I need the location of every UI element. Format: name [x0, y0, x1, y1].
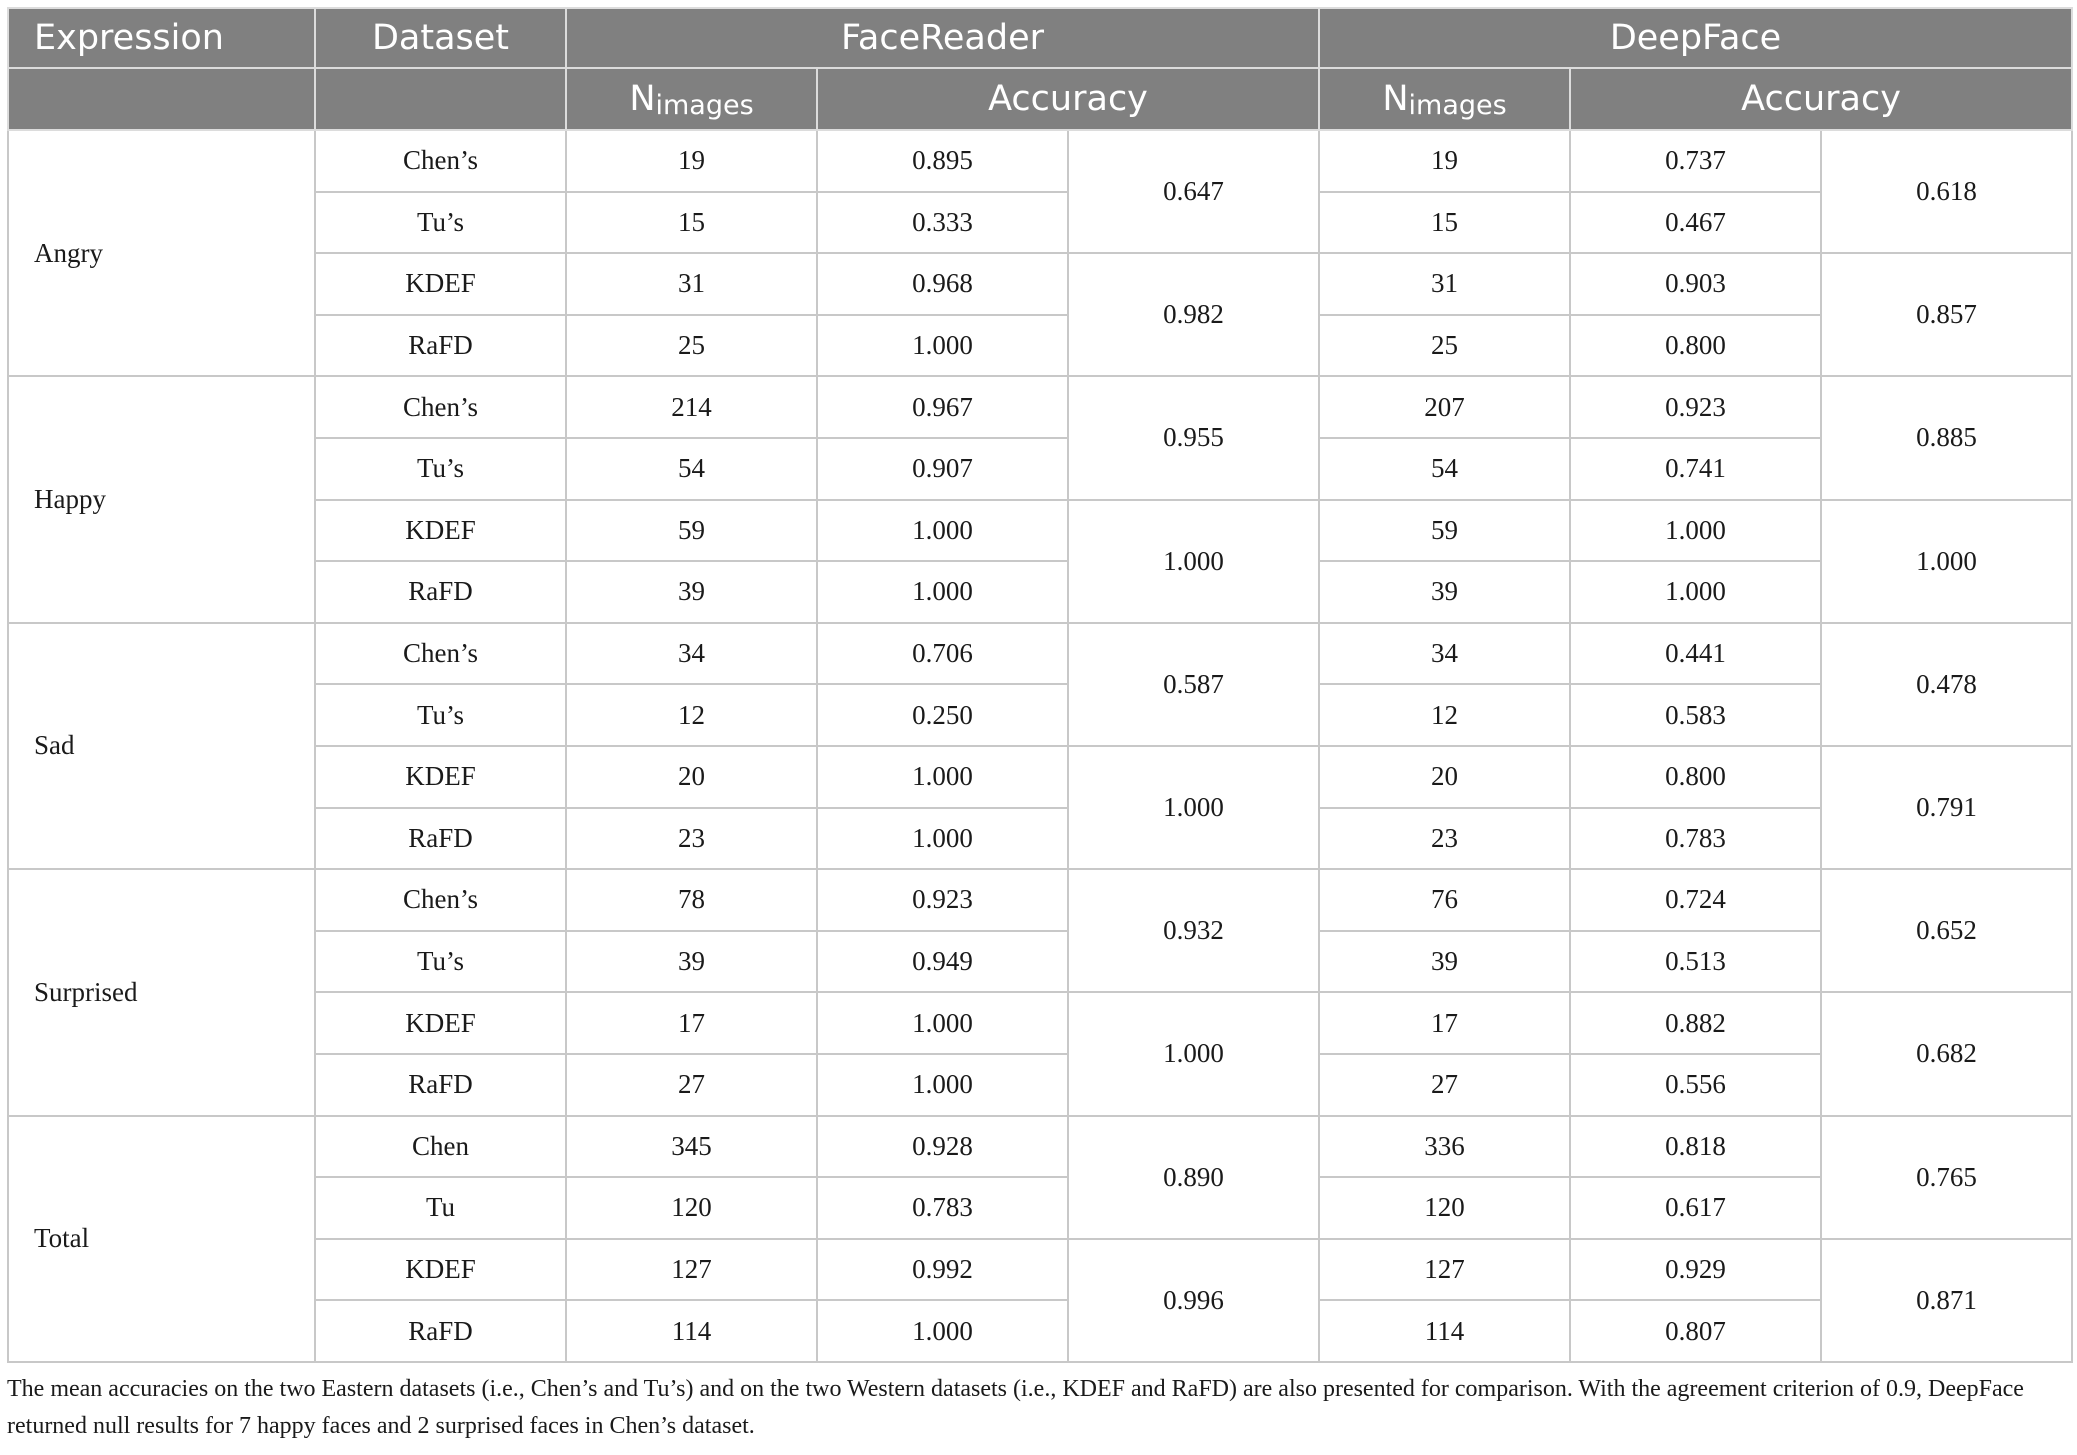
table-header — [8, 8, 2072, 130]
expression-cell: Surprised — [8, 869, 315, 1115]
df-mean-accuracy-cell: 1.000 — [1821, 500, 2072, 623]
fr-nimages-cell: 15 — [566, 192, 817, 254]
header-facereader: FaceReader — [566, 8, 1319, 68]
fr-nimages-cell: 17 — [566, 992, 817, 1054]
table-row — [8, 746, 2072, 808]
df-nimages-cell: 27 — [1319, 1054, 1570, 1116]
df-nimages-cell: 54 — [1319, 438, 1570, 500]
df-nimages-cell: 39 — [1319, 561, 1570, 623]
dataset-cell: RaFD — [315, 1054, 566, 1116]
fr-accuracy-cell: 0.968 — [817, 253, 1068, 315]
fr-mean-accuracy-cell: 0.982 — [1068, 253, 1319, 376]
df-mean-accuracy-cell: 0.478 — [1821, 623, 2072, 746]
header-empty-2 — [315, 68, 566, 130]
df-nimages-cell: 12 — [1319, 684, 1570, 746]
table-row — [8, 561, 2072, 623]
header-fr-nimages — [566, 68, 817, 130]
table-row — [8, 1300, 2072, 1362]
header-empty-1 — [8, 68, 315, 130]
fr-nimages-cell: 39 — [566, 561, 817, 623]
dataset-cell: Chen’s — [315, 130, 566, 192]
fr-accuracy-cell: 1.000 — [817, 500, 1068, 562]
expression-cell: Angry — [8, 130, 315, 376]
n-label: N — [629, 79, 656, 119]
header-df-accuracy: Accuracy — [1570, 68, 2072, 130]
fr-nimages-cell: 214 — [566, 376, 817, 438]
fr-accuracy-cell: 0.907 — [817, 438, 1068, 500]
dataset-cell: KDEF — [315, 992, 566, 1054]
dataset-cell: RaFD — [315, 561, 566, 623]
expression-cell: Happy — [8, 376, 315, 622]
fr-accuracy-cell: 1.000 — [817, 315, 1068, 377]
fr-nimages-cell: 20 — [566, 746, 817, 808]
df-mean-accuracy-cell: 0.885 — [1821, 376, 2072, 499]
df-accuracy-cell: 0.923 — [1570, 376, 1821, 438]
fr-nimages-cell: 78 — [566, 869, 817, 931]
fr-accuracy-cell: 0.928 — [817, 1116, 1068, 1178]
fr-nimages-cell: 23 — [566, 808, 817, 870]
dataset-cell: RaFD — [315, 1300, 566, 1362]
fr-mean-accuracy-cell: 1.000 — [1068, 992, 1319, 1115]
table-row — [8, 315, 2072, 377]
df-accuracy-cell: 1.000 — [1570, 500, 1821, 562]
dataset-cell: Chen’s — [315, 869, 566, 931]
df-mean-accuracy-cell: 0.652 — [1821, 869, 2072, 992]
fr-nimages-cell: 27 — [566, 1054, 817, 1116]
fr-nimages-cell: 34 — [566, 623, 817, 685]
df-accuracy-cell: 0.903 — [1570, 253, 1821, 315]
dataset-cell: Tu’s — [315, 192, 566, 254]
header-df-nimages — [1319, 68, 1570, 130]
fr-mean-accuracy-cell: 0.587 — [1068, 623, 1319, 746]
expression-cell: Total — [8, 1116, 315, 1362]
fr-accuracy-cell: 1.000 — [817, 992, 1068, 1054]
fr-mean-accuracy-cell: 1.000 — [1068, 500, 1319, 623]
table-row — [8, 1054, 2072, 1116]
fr-nimages-cell: 59 — [566, 500, 817, 562]
df-accuracy-cell: 0.737 — [1570, 130, 1821, 192]
fr-accuracy-cell: 0.967 — [817, 376, 1068, 438]
fr-accuracy-cell: 0.949 — [817, 931, 1068, 993]
n-subscript: images — [655, 90, 754, 121]
header-dataset: Dataset — [315, 8, 566, 68]
n-label: N — [1382, 79, 1409, 119]
table-row — [8, 1239, 2072, 1301]
df-accuracy-cell: 0.556 — [1570, 1054, 1821, 1116]
fr-accuracy-cell: 1.000 — [817, 1054, 1068, 1116]
df-nimages-cell: 207 — [1319, 376, 1570, 438]
table-row — [8, 931, 2072, 993]
table-row — [8, 500, 2072, 562]
fr-accuracy-cell: 0.992 — [817, 1239, 1068, 1301]
df-accuracy-cell: 0.818 — [1570, 1116, 1821, 1178]
fr-accuracy-cell: 0.923 — [817, 869, 1068, 931]
fr-accuracy-cell: 0.895 — [817, 130, 1068, 192]
df-accuracy-cell: 0.783 — [1570, 808, 1821, 870]
fr-mean-accuracy-cell: 0.955 — [1068, 376, 1319, 499]
table-row — [8, 1177, 2072, 1239]
df-nimages-cell: 25 — [1319, 315, 1570, 377]
fr-accuracy-cell: 0.250 — [817, 684, 1068, 746]
df-accuracy-cell: 0.882 — [1570, 992, 1821, 1054]
dataset-cell: KDEF — [315, 253, 566, 315]
fr-nimages-cell: 39 — [566, 931, 817, 993]
df-mean-accuracy-cell: 0.682 — [1821, 992, 2072, 1115]
table-body — [8, 130, 2072, 1362]
table-row — [8, 253, 2072, 315]
table-container — [7, 7, 2071, 1363]
df-nimages-cell: 114 — [1319, 1300, 1570, 1362]
df-nimages-cell: 127 — [1319, 1239, 1570, 1301]
table-row — [8, 808, 2072, 870]
dataset-cell: Chen — [315, 1116, 566, 1178]
df-accuracy-cell: 0.513 — [1570, 931, 1821, 993]
df-nimages-cell: 120 — [1319, 1177, 1570, 1239]
n-subscript: images — [1408, 90, 1507, 121]
header-row-2 — [8, 68, 2072, 130]
dataset-cell: Tu — [315, 1177, 566, 1239]
fr-nimages-cell: 114 — [566, 1300, 817, 1362]
fr-nimages-cell: 19 — [566, 130, 817, 192]
df-accuracy-cell: 0.441 — [1570, 623, 1821, 685]
df-accuracy-cell: 0.741 — [1570, 438, 1821, 500]
table-row — [8, 192, 2072, 254]
fr-accuracy-cell: 0.333 — [817, 192, 1068, 254]
dataset-cell: KDEF — [315, 746, 566, 808]
table-row — [8, 992, 2072, 1054]
table-row — [8, 623, 2072, 685]
fr-nimages-cell: 31 — [566, 253, 817, 315]
fr-nimages-cell: 54 — [566, 438, 817, 500]
df-accuracy-cell: 0.583 — [1570, 684, 1821, 746]
fr-mean-accuracy-cell: 0.996 — [1068, 1239, 1319, 1362]
df-mean-accuracy-cell: 0.618 — [1821, 130, 2072, 253]
header-row-1 — [8, 8, 2072, 68]
dataset-cell: RaFD — [315, 808, 566, 870]
table-row — [8, 438, 2072, 500]
fr-accuracy-cell: 1.000 — [817, 1300, 1068, 1362]
dataset-cell: KDEF — [315, 1239, 566, 1301]
dataset-cell: Chen’s — [315, 623, 566, 685]
dataset-cell: KDEF — [315, 500, 566, 562]
expression-cell: Sad — [8, 623, 315, 869]
dataset-cell: Tu’s — [315, 438, 566, 500]
df-nimages-cell: 19 — [1319, 130, 1570, 192]
fr-mean-accuracy-cell: 1.000 — [1068, 746, 1319, 869]
df-nimages-cell: 76 — [1319, 869, 1570, 931]
fr-nimages-cell: 12 — [566, 684, 817, 746]
dataset-cell: RaFD — [315, 315, 566, 377]
dataset-cell: Tu’s — [315, 931, 566, 993]
table-row — [8, 376, 2072, 438]
fr-mean-accuracy-cell: 0.932 — [1068, 869, 1319, 992]
table-row — [8, 130, 2072, 192]
table-row — [8, 869, 2072, 931]
df-nimages-cell: 59 — [1319, 500, 1570, 562]
fr-accuracy-cell: 1.000 — [817, 808, 1068, 870]
df-nimages-cell: 336 — [1319, 1116, 1570, 1178]
df-accuracy-cell: 0.467 — [1570, 192, 1821, 254]
df-nimages-cell: 31 — [1319, 253, 1570, 315]
fr-nimages-cell: 345 — [566, 1116, 817, 1178]
df-accuracy-cell: 0.807 — [1570, 1300, 1821, 1362]
df-accuracy-cell: 0.617 — [1570, 1177, 1821, 1239]
fr-accuracy-cell: 1.000 — [817, 746, 1068, 808]
results-table — [7, 7, 2073, 1363]
fr-accuracy-cell: 0.783 — [817, 1177, 1068, 1239]
df-nimages-cell: 34 — [1319, 623, 1570, 685]
df-accuracy-cell: 0.929 — [1570, 1239, 1821, 1301]
df-nimages-cell: 15 — [1319, 192, 1570, 254]
df-mean-accuracy-cell: 0.857 — [1821, 253, 2072, 376]
fr-accuracy-cell: 1.000 — [817, 561, 1068, 623]
df-mean-accuracy-cell: 0.871 — [1821, 1239, 2072, 1362]
df-nimages-cell: 17 — [1319, 992, 1570, 1054]
table-row — [8, 1116, 2072, 1178]
df-accuracy-cell: 0.724 — [1570, 869, 1821, 931]
df-nimages-cell: 20 — [1319, 746, 1570, 808]
table-footnote: The mean accuracies on the two Eastern datasets (i.e., Chen’s and Tu’s) and on the two Western datasets (i.e., KDEF and RaFD) are also presented for comparison. With the agreement criterion of 0.9, DeepFace returned null results for 7 happy faces and 2 surprised faces in Chen’s dataset. — [7, 1376, 2024, 1439]
fr-mean-accuracy-cell: 0.647 — [1068, 130, 1319, 253]
header-fr-accuracy: Accuracy — [817, 68, 1319, 130]
dataset-cell: Tu’s — [315, 684, 566, 746]
fr-nimages-cell: 127 — [566, 1239, 817, 1301]
fr-nimages-cell: 25 — [566, 315, 817, 377]
fr-accuracy-cell: 0.706 — [817, 623, 1068, 685]
header-expression: Expression — [8, 8, 315, 68]
df-mean-accuracy-cell: 0.791 — [1821, 746, 2072, 869]
fr-nimages-cell: 120 — [566, 1177, 817, 1239]
dataset-cell: Chen’s — [315, 376, 566, 438]
df-accuracy-cell: 0.800 — [1570, 746, 1821, 808]
df-mean-accuracy-cell: 0.765 — [1821, 1116, 2072, 1239]
df-accuracy-cell: 0.800 — [1570, 315, 1821, 377]
df-accuracy-cell: 1.000 — [1570, 561, 1821, 623]
fr-mean-accuracy-cell: 0.890 — [1068, 1116, 1319, 1239]
df-nimages-cell: 39 — [1319, 931, 1570, 993]
df-nimages-cell: 23 — [1319, 808, 1570, 870]
header-deepface: DeepFace — [1319, 8, 2072, 68]
table-row — [8, 684, 2072, 746]
